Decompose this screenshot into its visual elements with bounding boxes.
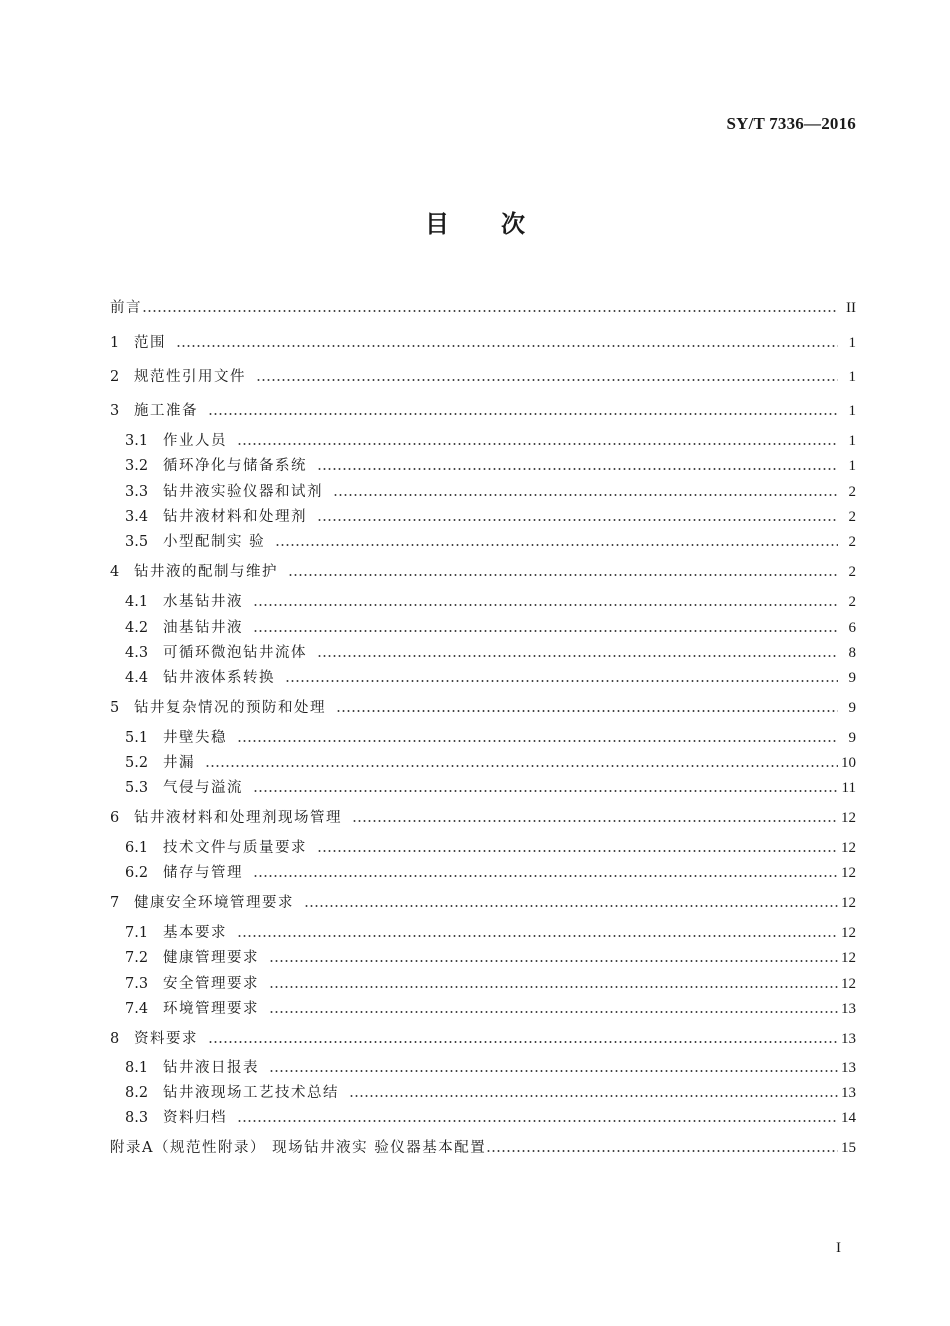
dot-leader: [486, 1149, 838, 1153]
toc-entry-number: 5: [110, 700, 120, 716]
toc-entry[interactable]: [110, 617, 856, 639]
standard-code: SY/T 7336—2016: [726, 114, 856, 133]
toc-entry-number: 8.1: [125, 1060, 149, 1076]
toc-entry-page: 1: [848, 433, 856, 449]
toc-entry-number: 2: [110, 369, 120, 385]
toc-entry-number: 4.4: [125, 670, 149, 686]
toc-entry[interactable]: [110, 752, 856, 774]
dot-leader: [237, 739, 838, 743]
dot-leader: [333, 493, 838, 497]
toc-entry-title: 附录A（规范性附录） 现场钻井液实 验仪器基本配置: [110, 1140, 487, 1156]
toc-entry[interactable]: [110, 400, 856, 422]
toc-entry-number: 7.4: [125, 1001, 149, 1017]
toc-entry[interactable]: [110, 455, 856, 477]
toc-entry-title: 健康安全环境管理要求: [134, 895, 294, 911]
toc-entry-page: 2: [848, 594, 856, 610]
dot-leader: [208, 412, 838, 416]
dot-leader: [269, 1010, 838, 1014]
toc-entry-title: 范围: [134, 335, 166, 351]
toc-entry-number: 7.2: [125, 950, 149, 966]
toc-entry[interactable]: [110, 1082, 856, 1104]
toc-entry[interactable]: [110, 837, 856, 859]
toc-entry-number: 7.1: [125, 925, 149, 941]
dot-leader: [304, 904, 838, 908]
dot-leader: [205, 764, 838, 768]
toc-entry-page: 15: [841, 1140, 856, 1156]
dot-leader: [253, 789, 838, 793]
toc-entry-page: 1: [848, 458, 856, 474]
toc-entry[interactable]: [110, 1057, 856, 1079]
toc-entry-page: II: [846, 300, 856, 316]
toc-entry-title: 钻井液体系转换: [163, 670, 275, 686]
toc-entry-title: 技术文件与质量要求: [163, 840, 307, 856]
toc-entry-number: 3.2: [125, 458, 149, 474]
toc-entry-page: 9: [848, 730, 856, 746]
toc-entry[interactable]: [110, 506, 856, 528]
toc-entry-number: 4: [110, 564, 120, 580]
toc-entry-page: 2: [848, 509, 856, 525]
toc-entry-title: 作业人员: [163, 433, 227, 449]
toc-entry[interactable]: [110, 973, 856, 995]
toc-entry-page: 11: [841, 780, 856, 796]
toc-entry-page: 1: [848, 403, 856, 419]
toc-entry-title: 储存与管理: [163, 865, 243, 881]
toc-entry-number: 8.3: [125, 1110, 149, 1126]
toc-entry-page: 2: [848, 534, 856, 550]
toc-entry-title: 循环净化与储备系统: [163, 458, 307, 474]
toc-entry-number: 5.1: [125, 730, 149, 746]
page-title: 目次: [425, 210, 577, 238]
toc-entry-title: 钻井液材料和处理剂现场管理: [134, 810, 342, 826]
toc-entry-title: 井壁失稳: [163, 730, 227, 746]
dot-leader: [253, 874, 838, 878]
dot-leader: [142, 309, 838, 313]
dot-leader: [237, 934, 838, 938]
dot-leader: [237, 1119, 838, 1123]
toc-entry-number: 3.1: [125, 433, 149, 449]
toc-entry-number: 3.4: [125, 509, 149, 525]
toc-entry[interactable]: [110, 430, 856, 452]
toc-entry-number: 6: [110, 810, 120, 826]
toc-entry-title: 油基钻井液: [163, 620, 243, 636]
toc-entry-page: 2: [848, 484, 856, 500]
toc-entry-page: 12: [841, 895, 856, 911]
toc-entry-title: 钻井复杂情况的预防和处理: [134, 700, 326, 716]
toc-entry-page: 10: [841, 755, 856, 771]
dot-leader: [317, 654, 838, 658]
toc-entry-number: 5.3: [125, 780, 149, 796]
toc-entry[interactable]: [110, 1028, 856, 1050]
toc-entry-title: 健康管理要求: [163, 950, 259, 966]
toc-entry-page: 6: [848, 620, 856, 636]
toc-entry-page: 12: [841, 976, 856, 992]
toc-entry-number: 7: [110, 895, 120, 911]
toc-entry-title: 气侵与溢流: [163, 780, 243, 796]
toc-entry-title: 钻井液日报表: [163, 1060, 259, 1076]
toc-entry-page: 13: [841, 1060, 856, 1076]
toc-entry-title: 钻井液现场工艺技术总结: [163, 1085, 339, 1101]
toc-entry-title: 资料要求: [134, 1031, 198, 1047]
toc-entry[interactable]: [110, 807, 856, 829]
toc-entry-title: 前言: [110, 300, 142, 316]
dot-leader: [269, 985, 838, 989]
toc-entry[interactable]: [110, 892, 856, 914]
toc-entry-title: 基本要求: [163, 925, 227, 941]
toc-entry-number: 6.1: [125, 840, 149, 856]
toc-entry-title: 钻井液实验仪器和试剂: [163, 484, 323, 500]
toc-entry-title: 可循环微泡钻井流体: [163, 645, 307, 661]
toc-entry-title: 安全管理要求: [163, 976, 259, 992]
toc-entry-number: 6.2: [125, 865, 149, 881]
toc-entry-number: 8.2: [125, 1085, 149, 1101]
toc-entry-title: 资料归档: [163, 1110, 227, 1126]
dot-leader: [317, 518, 838, 522]
toc-entry-title: 水基钻井液: [163, 594, 243, 610]
toc-entry-page: 13: [841, 1031, 856, 1047]
toc-entry-page: 14: [841, 1110, 856, 1126]
toc-entry[interactable]: [110, 922, 856, 944]
dot-leader: [349, 1094, 838, 1098]
dot-leader: [317, 467, 838, 471]
toc-entry-number: 8: [110, 1031, 120, 1047]
dot-leader: [269, 959, 838, 963]
dot-leader: [269, 1069, 838, 1073]
toc-entry[interactable]: [110, 591, 856, 613]
toc-entry-number: 5.2: [125, 755, 149, 771]
toc-entry-title: 规范性引用文件: [134, 369, 246, 385]
dot-leader: [275, 543, 838, 547]
toc-entry-page: 12: [841, 925, 856, 941]
dot-leader: [352, 819, 838, 823]
toc-entry-title: 小型配制实 验: [163, 534, 266, 550]
toc-entry-page: 2: [848, 564, 856, 580]
toc-entry[interactable]: [110, 366, 856, 388]
toc-entry[interactable]: [110, 531, 856, 553]
toc-entry[interactable]: [110, 332, 856, 354]
toc-entry-page: 12: [841, 840, 856, 856]
toc-entry-page: 8: [848, 645, 856, 661]
toc-entry-page: 9: [848, 670, 856, 686]
toc-entry-page: 13: [841, 1001, 856, 1017]
toc-entry-number: 3.5: [125, 534, 149, 550]
dot-leader: [285, 679, 838, 683]
toc-entry-page: 12: [841, 865, 856, 881]
toc-entry[interactable]: [110, 777, 856, 799]
toc-entry-title: 钻井液的配制与维护: [134, 564, 278, 580]
toc-entry[interactable]: [110, 727, 856, 749]
toc-entry[interactable]: [110, 667, 856, 689]
dot-leader: [288, 573, 838, 577]
toc-entry-number: 3: [110, 403, 120, 419]
dot-leader: [253, 629, 838, 633]
toc-entry-title: 钻井液材料和处理剂: [163, 509, 307, 525]
dot-leader: [237, 442, 838, 446]
toc-entry-page: 1: [848, 335, 856, 351]
dot-leader: [176, 344, 838, 348]
page-number: I: [836, 1240, 841, 1256]
toc-entry-page: 12: [841, 950, 856, 966]
dot-leader: [336, 709, 838, 713]
dot-leader: [208, 1040, 838, 1044]
toc-entry[interactable]: [110, 862, 856, 884]
toc-entry-number: 7.3: [125, 976, 149, 992]
dot-leader: [317, 849, 838, 853]
dot-leader: [253, 603, 838, 607]
toc-entry-title: 环境管理要求: [163, 1001, 259, 1017]
toc-entry[interactable]: [110, 998, 856, 1020]
toc-entry-number: 1: [110, 335, 120, 351]
toc-entry[interactable]: [110, 697, 856, 719]
toc-entry-number: 4.3: [125, 645, 149, 661]
toc-entry[interactable]: [110, 642, 856, 664]
toc-entry[interactable]: [110, 297, 856, 319]
toc-entry-page: 9: [848, 700, 856, 716]
toc-entry[interactable]: [110, 481, 856, 503]
dot-leader: [256, 378, 838, 382]
toc-entry-page: 13: [841, 1085, 856, 1101]
toc-entry-number: 4.1: [125, 594, 149, 610]
toc-entry-number: 4.2: [125, 620, 149, 636]
toc-entry[interactable]: [110, 561, 856, 583]
toc-entry-page: 12: [841, 810, 856, 826]
toc-entry[interactable]: [110, 1137, 856, 1159]
toc-entry[interactable]: [110, 947, 856, 969]
toc-entry-title: 井漏: [163, 755, 195, 771]
toc-entry-page: 1: [848, 369, 856, 385]
toc-entry-number: 3.3: [125, 484, 149, 500]
toc-entry-title: 施工准备: [134, 403, 198, 419]
toc-entry[interactable]: [110, 1107, 856, 1129]
